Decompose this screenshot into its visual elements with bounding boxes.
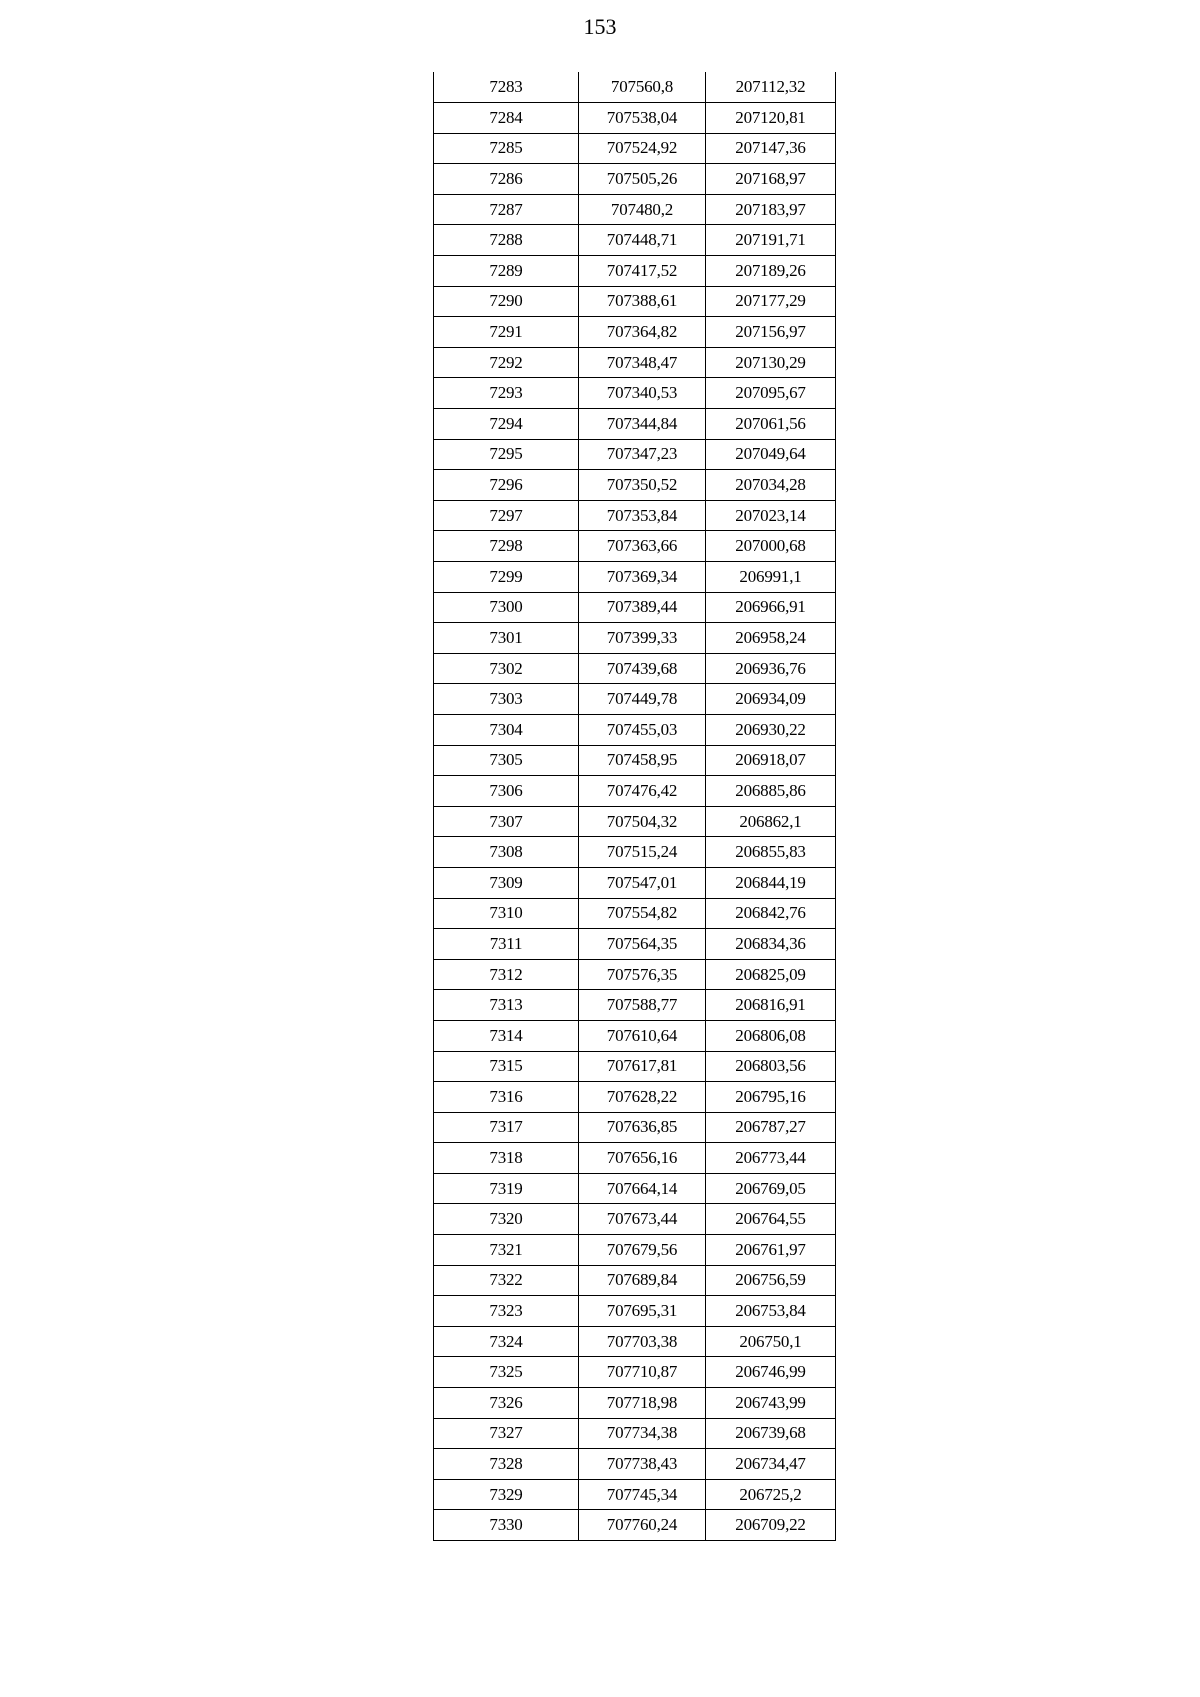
point-number-cell: 7309 xyxy=(434,867,579,898)
x-coordinate-cell: 707554,82 xyxy=(579,898,706,929)
x-coordinate-cell: 707399,33 xyxy=(579,623,706,654)
x-coordinate-cell: 707560,8 xyxy=(579,72,706,103)
point-number-cell: 7298 xyxy=(434,531,579,562)
table-row xyxy=(434,317,836,348)
point-number-cell: 7304 xyxy=(434,714,579,745)
point-number-cell: 7319 xyxy=(434,1173,579,1204)
y-coordinate-cell: 206862,1 xyxy=(706,806,836,837)
point-number-cell: 7315 xyxy=(434,1051,579,1082)
point-number-cell: 7306 xyxy=(434,776,579,807)
x-coordinate-cell: 707439,68 xyxy=(579,653,706,684)
x-coordinate-cell: 707353,84 xyxy=(579,500,706,531)
point-number-cell: 7293 xyxy=(434,378,579,409)
point-number-cell: 7303 xyxy=(434,684,579,715)
y-coordinate-cell: 207112,32 xyxy=(706,72,836,103)
table-row xyxy=(434,256,836,287)
x-coordinate-cell: 707458,95 xyxy=(579,745,706,776)
x-coordinate-cell: 707389,44 xyxy=(579,592,706,623)
y-coordinate-cell: 206761,97 xyxy=(706,1235,836,1266)
y-coordinate-cell: 206803,56 xyxy=(706,1051,836,1082)
x-coordinate-cell: 707455,03 xyxy=(579,714,706,745)
x-coordinate-cell: 707738,43 xyxy=(579,1449,706,1480)
x-coordinate-cell: 707689,84 xyxy=(579,1265,706,1296)
y-coordinate-cell: 207168,97 xyxy=(706,164,836,195)
point-number-cell: 7311 xyxy=(434,929,579,960)
x-coordinate-cell: 707340,53 xyxy=(579,378,706,409)
point-number-cell: 7329 xyxy=(434,1479,579,1510)
y-coordinate-cell: 206709,22 xyxy=(706,1510,836,1541)
table-row xyxy=(434,806,836,837)
point-number-cell: 7307 xyxy=(434,806,579,837)
x-coordinate-cell: 707344,84 xyxy=(579,409,706,440)
table-row xyxy=(434,286,836,317)
y-coordinate-cell: 206885,86 xyxy=(706,776,836,807)
table-row xyxy=(434,929,836,960)
x-coordinate-cell: 707734,38 xyxy=(579,1418,706,1449)
y-coordinate-cell: 207147,36 xyxy=(706,133,836,164)
x-coordinate-cell: 707617,81 xyxy=(579,1051,706,1082)
y-coordinate-cell: 207049,64 xyxy=(706,439,836,470)
table-row xyxy=(434,1204,836,1235)
x-coordinate-cell: 707538,04 xyxy=(579,103,706,134)
table-row xyxy=(434,1173,836,1204)
y-coordinate-cell: 206834,36 xyxy=(706,929,836,960)
y-coordinate-cell: 206855,83 xyxy=(706,837,836,868)
point-number-cell: 7320 xyxy=(434,1204,579,1235)
y-coordinate-cell: 206844,19 xyxy=(706,867,836,898)
point-number-cell: 7322 xyxy=(434,1265,579,1296)
y-coordinate-cell: 206918,07 xyxy=(706,745,836,776)
x-coordinate-cell: 707710,87 xyxy=(579,1357,706,1388)
table-row xyxy=(434,194,836,225)
table-row xyxy=(434,776,836,807)
table-row xyxy=(434,837,836,868)
table-row xyxy=(434,1510,836,1541)
point-number-cell: 7326 xyxy=(434,1388,579,1419)
x-coordinate-cell: 707703,38 xyxy=(579,1326,706,1357)
table-row xyxy=(434,592,836,623)
point-number-cell: 7328 xyxy=(434,1449,579,1480)
point-number-cell: 7292 xyxy=(434,347,579,378)
point-number-cell: 7301 xyxy=(434,623,579,654)
point-number-cell: 7324 xyxy=(434,1326,579,1357)
table-row xyxy=(434,714,836,745)
x-coordinate-cell: 707476,42 xyxy=(579,776,706,807)
point-number-cell: 7310 xyxy=(434,898,579,929)
y-coordinate-cell: 206825,09 xyxy=(706,959,836,990)
point-number-cell: 7312 xyxy=(434,959,579,990)
table-row xyxy=(434,1235,836,1266)
y-coordinate-cell: 207023,14 xyxy=(706,500,836,531)
table-row xyxy=(434,1051,836,1082)
table-row xyxy=(434,1357,836,1388)
y-coordinate-cell: 207177,29 xyxy=(706,286,836,317)
table-row xyxy=(434,1479,836,1510)
table-row xyxy=(434,72,836,103)
point-number-cell: 7318 xyxy=(434,1143,579,1174)
y-coordinate-cell: 206746,99 xyxy=(706,1357,836,1388)
table-row xyxy=(434,1388,836,1419)
point-number-cell: 7321 xyxy=(434,1235,579,1266)
x-coordinate-cell: 707350,52 xyxy=(579,470,706,501)
point-number-cell: 7308 xyxy=(434,837,579,868)
table-row xyxy=(434,531,836,562)
x-coordinate-cell: 707564,35 xyxy=(579,929,706,960)
point-number-cell: 7300 xyxy=(434,592,579,623)
x-coordinate-cell: 707664,14 xyxy=(579,1173,706,1204)
point-number-cell: 7283 xyxy=(434,72,579,103)
y-coordinate-cell: 207183,97 xyxy=(706,194,836,225)
point-number-cell: 7316 xyxy=(434,1082,579,1113)
x-coordinate-cell: 707610,64 xyxy=(579,1020,706,1051)
table-row xyxy=(434,103,836,134)
table-row xyxy=(434,1326,836,1357)
y-coordinate-cell: 207156,97 xyxy=(706,317,836,348)
table-row xyxy=(434,164,836,195)
x-coordinate-cell: 707480,2 xyxy=(579,194,706,225)
y-coordinate-cell: 206787,27 xyxy=(706,1112,836,1143)
table-row xyxy=(434,1296,836,1327)
point-number-cell: 7286 xyxy=(434,164,579,195)
point-number-cell: 7296 xyxy=(434,470,579,501)
table-row xyxy=(434,990,836,1021)
point-number-cell: 7302 xyxy=(434,653,579,684)
table-row xyxy=(434,623,836,654)
table-row xyxy=(434,684,836,715)
table-row xyxy=(434,378,836,409)
x-coordinate-cell: 707449,78 xyxy=(579,684,706,715)
y-coordinate-cell: 207000,68 xyxy=(706,531,836,562)
point-number-cell: 7288 xyxy=(434,225,579,256)
y-coordinate-cell: 206743,99 xyxy=(706,1388,836,1419)
x-coordinate-cell: 707348,47 xyxy=(579,347,706,378)
point-number-cell: 7284 xyxy=(434,103,579,134)
point-number-cell: 7305 xyxy=(434,745,579,776)
y-coordinate-cell: 206958,24 xyxy=(706,623,836,654)
table-row xyxy=(434,745,836,776)
x-coordinate-cell: 707745,34 xyxy=(579,1479,706,1510)
x-coordinate-cell: 707515,24 xyxy=(579,837,706,868)
x-coordinate-cell: 707760,24 xyxy=(579,1510,706,1541)
point-number-cell: 7313 xyxy=(434,990,579,1021)
point-number-cell: 7325 xyxy=(434,1357,579,1388)
y-coordinate-cell: 207189,26 xyxy=(706,256,836,287)
table-row xyxy=(434,409,836,440)
y-coordinate-cell: 207130,29 xyxy=(706,347,836,378)
x-coordinate-cell: 707547,01 xyxy=(579,867,706,898)
y-coordinate-cell: 207034,28 xyxy=(706,470,836,501)
y-coordinate-cell: 206769,05 xyxy=(706,1173,836,1204)
point-number-cell: 7314 xyxy=(434,1020,579,1051)
table-row xyxy=(434,1082,836,1113)
table-row xyxy=(434,898,836,929)
table-row xyxy=(434,1020,836,1051)
table-row xyxy=(434,1449,836,1480)
point-number-cell: 7290 xyxy=(434,286,579,317)
y-coordinate-cell: 206753,84 xyxy=(706,1296,836,1327)
point-number-cell: 7327 xyxy=(434,1418,579,1449)
x-coordinate-cell: 707347,23 xyxy=(579,439,706,470)
point-number-cell: 7295 xyxy=(434,439,579,470)
coordinates-table xyxy=(433,72,836,1541)
table-row xyxy=(434,1265,836,1296)
table-row xyxy=(434,1112,836,1143)
y-coordinate-cell: 206816,91 xyxy=(706,990,836,1021)
table-row xyxy=(434,133,836,164)
table-row xyxy=(434,439,836,470)
coordinates-table-body xyxy=(434,72,836,1541)
x-coordinate-cell: 707504,32 xyxy=(579,806,706,837)
table-row xyxy=(434,470,836,501)
x-coordinate-cell: 707369,34 xyxy=(579,562,706,593)
y-coordinate-cell: 206966,91 xyxy=(706,592,836,623)
y-coordinate-cell: 206739,68 xyxy=(706,1418,836,1449)
x-coordinate-cell: 707524,92 xyxy=(579,133,706,164)
y-coordinate-cell: 206936,76 xyxy=(706,653,836,684)
point-number-cell: 7294 xyxy=(434,409,579,440)
point-number-cell: 7291 xyxy=(434,317,579,348)
point-number-cell: 7289 xyxy=(434,256,579,287)
y-coordinate-cell: 207120,81 xyxy=(706,103,836,134)
y-coordinate-cell: 207095,67 xyxy=(706,378,836,409)
x-coordinate-cell: 707673,44 xyxy=(579,1204,706,1235)
table-row xyxy=(434,1143,836,1174)
y-coordinate-cell: 206795,16 xyxy=(706,1082,836,1113)
y-coordinate-cell: 206930,22 xyxy=(706,714,836,745)
x-coordinate-cell: 707505,26 xyxy=(579,164,706,195)
x-coordinate-cell: 707417,52 xyxy=(579,256,706,287)
point-number-cell: 7299 xyxy=(434,562,579,593)
x-coordinate-cell: 707363,66 xyxy=(579,531,706,562)
y-coordinate-cell: 206842,76 xyxy=(706,898,836,929)
y-coordinate-cell: 207191,71 xyxy=(706,225,836,256)
table-row xyxy=(434,347,836,378)
y-coordinate-cell: 206934,09 xyxy=(706,684,836,715)
x-coordinate-cell: 707695,31 xyxy=(579,1296,706,1327)
x-coordinate-cell: 707718,98 xyxy=(579,1388,706,1419)
table-row xyxy=(434,562,836,593)
table-row xyxy=(434,225,836,256)
y-coordinate-cell: 206725,2 xyxy=(706,1479,836,1510)
x-coordinate-cell: 707588,77 xyxy=(579,990,706,1021)
table-row xyxy=(434,653,836,684)
x-coordinate-cell: 707628,22 xyxy=(579,1082,706,1113)
y-coordinate-cell: 207061,56 xyxy=(706,409,836,440)
point-number-cell: 7297 xyxy=(434,500,579,531)
y-coordinate-cell: 206991,1 xyxy=(706,562,836,593)
table-row xyxy=(434,867,836,898)
point-number-cell: 7323 xyxy=(434,1296,579,1327)
x-coordinate-cell: 707636,85 xyxy=(579,1112,706,1143)
y-coordinate-cell: 206806,08 xyxy=(706,1020,836,1051)
point-number-cell: 7317 xyxy=(434,1112,579,1143)
x-coordinate-cell: 707448,71 xyxy=(579,225,706,256)
x-coordinate-cell: 707364,82 xyxy=(579,317,706,348)
y-coordinate-cell: 206734,47 xyxy=(706,1449,836,1480)
y-coordinate-cell: 206764,55 xyxy=(706,1204,836,1235)
x-coordinate-cell: 707679,56 xyxy=(579,1235,706,1266)
point-number-cell: 7330 xyxy=(434,1510,579,1541)
table-row xyxy=(434,959,836,990)
x-coordinate-cell: 707388,61 xyxy=(579,286,706,317)
y-coordinate-cell: 206773,44 xyxy=(706,1143,836,1174)
page-number: 153 xyxy=(583,14,617,39)
x-coordinate-cell: 707656,16 xyxy=(579,1143,706,1174)
table-row xyxy=(434,500,836,531)
point-number-cell: 7285 xyxy=(434,133,579,164)
y-coordinate-cell: 206750,1 xyxy=(706,1326,836,1357)
table-row xyxy=(434,1418,836,1449)
y-coordinate-cell: 206756,59 xyxy=(706,1265,836,1296)
point-number-cell: 7287 xyxy=(434,194,579,225)
x-coordinate-cell: 707576,35 xyxy=(579,959,706,990)
